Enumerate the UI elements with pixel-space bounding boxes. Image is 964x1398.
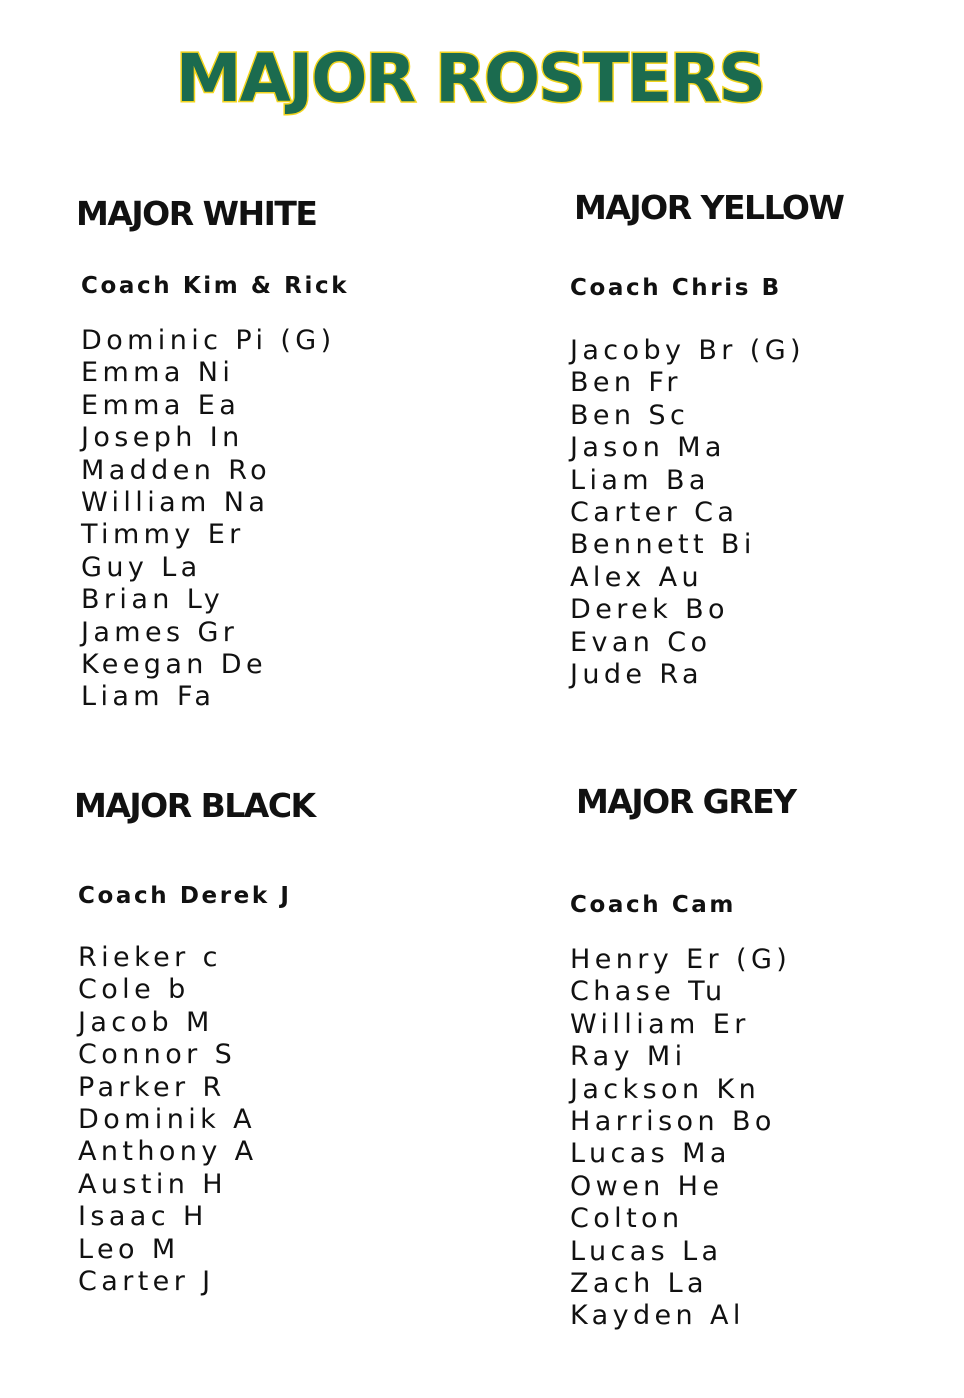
player-list bbox=[81, 325, 336, 714]
player-name: Austin H bbox=[78, 1168, 227, 1200]
player-name: Dominik A bbox=[78, 1103, 257, 1135]
player-name: William Er bbox=[570, 1008, 750, 1040]
player-name: Cole b bbox=[78, 974, 190, 1006]
player-name: Madden Ro bbox=[81, 454, 272, 486]
player-name: Dominic Pi (G) bbox=[81, 325, 336, 356]
player-name: Owen He bbox=[570, 1170, 724, 1202]
player-name: Evan Co bbox=[570, 626, 712, 658]
player-name: Brian Ly bbox=[81, 584, 225, 616]
player-name: Emma Ni bbox=[81, 357, 235, 389]
player-name: Harrison Bo bbox=[570, 1105, 776, 1137]
player-name: Ray Mi bbox=[570, 1041, 687, 1073]
player-list bbox=[78, 942, 258, 1298]
player-name: Carter Ca bbox=[570, 496, 739, 528]
player-list bbox=[570, 335, 805, 691]
player-name: Liam Ba bbox=[570, 464, 710, 496]
player-name: Parker R bbox=[78, 1071, 226, 1103]
player-name: Rieker c bbox=[78, 942, 222, 973]
player-name: Zach La bbox=[570, 1267, 708, 1299]
player-name: Jude Ra bbox=[570, 658, 703, 690]
player-name: Isaac H bbox=[78, 1201, 208, 1233]
player-name: Guy La bbox=[81, 551, 202, 583]
player-name: Carter J bbox=[78, 1265, 215, 1297]
player-name: Henry Er (G) bbox=[570, 944, 792, 975]
player-name: James Gr bbox=[81, 616, 239, 648]
coach-name: Coach Derek J bbox=[78, 883, 292, 909]
coach-name: Coach Chris B bbox=[570, 275, 782, 301]
team-name: MAJOR BLACK bbox=[74, 786, 315, 825]
team-name: MAJOR GREY bbox=[576, 782, 796, 821]
player-name: Jacoby Br (G) bbox=[570, 335, 805, 366]
player-name: Chase Tu bbox=[570, 976, 727, 1008]
player-name: Joseph In bbox=[81, 422, 244, 454]
player-name: Timmy Er bbox=[81, 519, 245, 551]
player-name: Lucas La bbox=[570, 1235, 723, 1267]
player-list bbox=[570, 944, 791, 1333]
coach-name: Coach Kim & Rick bbox=[81, 273, 350, 299]
team-name: MAJOR WHITE bbox=[76, 194, 317, 233]
player-name: Ben Fr bbox=[570, 367, 682, 399]
player-name: Jacob M bbox=[78, 1006, 214, 1038]
player-name: Leo M bbox=[78, 1233, 180, 1265]
player-name: Jason Ma bbox=[570, 432, 726, 464]
player-name: Connor S bbox=[78, 1039, 237, 1071]
player-name: Jackson Kn bbox=[570, 1073, 761, 1105]
player-name: Ben Sc bbox=[570, 399, 690, 431]
player-name: Anthony A bbox=[78, 1136, 258, 1168]
player-name: Derek Bo bbox=[570, 594, 729, 626]
coach-name: Coach Cam bbox=[570, 892, 736, 918]
player-name: William Na bbox=[81, 486, 270, 518]
player-name: Colton bbox=[570, 1203, 684, 1235]
player-name: Keegan De bbox=[81, 648, 267, 680]
player-name: Bennett Bi bbox=[570, 529, 756, 561]
page-title: MAJOR ROSTERS bbox=[175, 40, 765, 117]
player-name: Alex Au bbox=[570, 561, 704, 593]
team-name: MAJOR YELLOW bbox=[574, 188, 844, 227]
player-name: Emma Ea bbox=[81, 389, 241, 421]
player-name: Kayden Al bbox=[570, 1300, 745, 1332]
player-name: Lucas Ma bbox=[570, 1138, 731, 1170]
player-name: Liam Fa bbox=[81, 681, 216, 713]
